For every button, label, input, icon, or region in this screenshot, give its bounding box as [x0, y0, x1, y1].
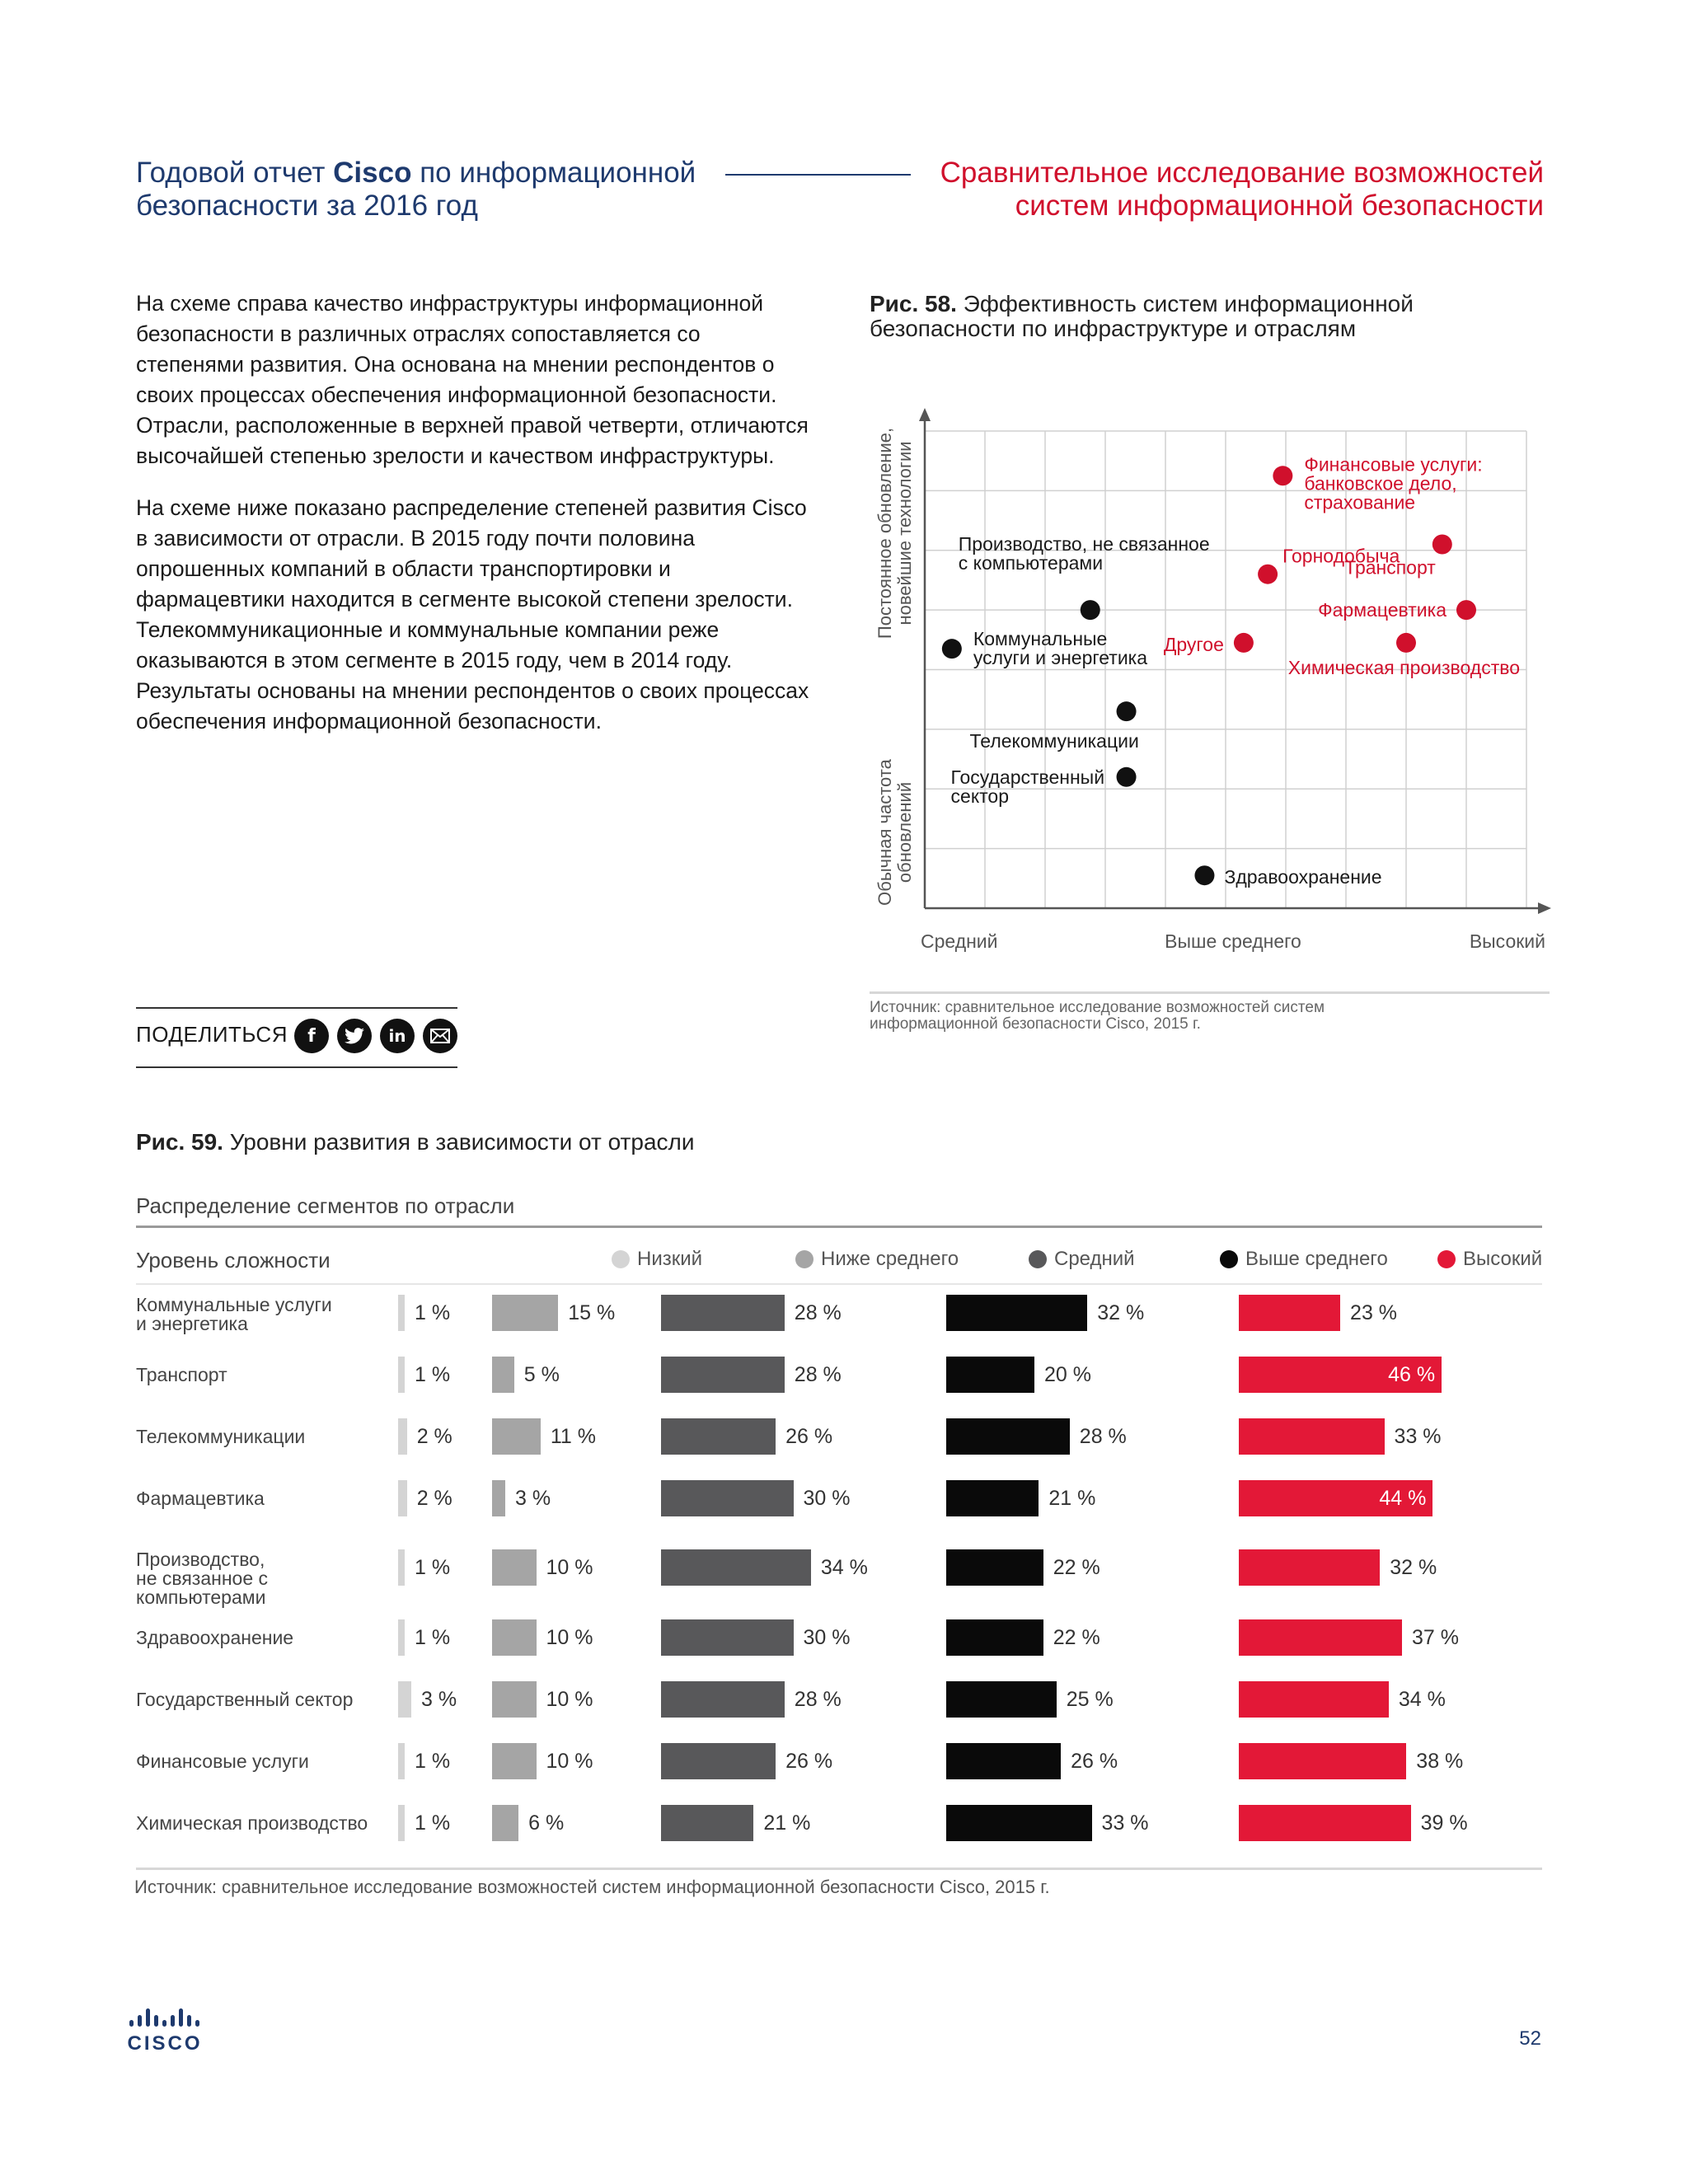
- bar-segment: [946, 1743, 1061, 1779]
- scatter-point-label: [1288, 657, 1520, 678]
- bar-segment: [398, 1549, 405, 1586]
- bar-value-label: 25 %: [1066, 1688, 1114, 1711]
- report-title-brand: Cisco: [333, 157, 412, 189]
- bar-segment: [1239, 1549, 1380, 1586]
- fig59-column-header: Уровень сложности: [136, 1248, 331, 1272]
- scatter-point-label: [1164, 634, 1224, 655]
- legend-label: Выше среднего: [1245, 1248, 1388, 1270]
- bar-value-label: 23 %: [1350, 1301, 1398, 1324]
- bar-segment: [946, 1805, 1092, 1841]
- y-axis-arrow-icon: [919, 408, 931, 421]
- scatter-label-line: Химическая производство: [1287, 656, 1520, 678]
- legend-label: Средний: [1054, 1248, 1135, 1270]
- bar-segment: [492, 1480, 505, 1516]
- x-axis-arrow-icon: [1538, 902, 1551, 914]
- bar-value-label: 10 %: [546, 1750, 593, 1773]
- bar-value-label: 1 %: [415, 1811, 451, 1835]
- bar-value-label: 39 %: [1420, 1811, 1468, 1835]
- bar-segment: [661, 1549, 811, 1586]
- fig58-source: Источник: сравнительное исследование возможностей систем информационной безопасности Cisco, 2015 г.: [870, 999, 1325, 1033]
- bar-value-label: 3 %: [515, 1487, 551, 1510]
- bar-segment: [1239, 1743, 1406, 1779]
- scatter-point-label: [973, 628, 1147, 668]
- bar-segment: [492, 1619, 537, 1656]
- bar-value-label: 21 %: [1048, 1487, 1096, 1510]
- page-number: 52: [1519, 2027, 1541, 2050]
- bar-value-label: 21 %: [763, 1811, 811, 1835]
- bar-segment: [946, 1418, 1070, 1455]
- scatter-label-line: Финансовые услуги:: [1304, 453, 1483, 476]
- row-label: Государственный сектор: [136, 1689, 354, 1710]
- cisco-logo-text: CISCO: [128, 2032, 203, 2055]
- fig59-bottom-divider: [136, 1868, 1542, 1870]
- report-title-part: Годовой отчет: [136, 157, 334, 189]
- bar-value-label: 26 %: [1071, 1750, 1118, 1773]
- scatter-point: [1194, 865, 1214, 885]
- bar-value-label: 1 %: [415, 1556, 451, 1579]
- scatter-point-label: [1224, 866, 1381, 888]
- bar-value-label: 30 %: [803, 1487, 851, 1510]
- legend-swatch-icon: [612, 1250, 630, 1268]
- row-label: Финансовые услуги: [136, 1750, 309, 1772]
- scatter-label-line: с компьютерами: [958, 552, 1104, 574]
- scatter-label-line: Фармацевтика: [1318, 599, 1447, 621]
- linkedin-icon[interactable]: in: [380, 1019, 415, 1053]
- x-tick-label: Высокий: [1469, 930, 1545, 952]
- scatter-point-label: [1304, 453, 1482, 513]
- bar-value-label: 30 %: [803, 1626, 851, 1649]
- bar-value-label: 33 %: [1101, 1811, 1149, 1835]
- cisco-logo: [128, 2005, 210, 2059]
- paragraph-2: На схеме ниже показано распределение степеней развития Cisco в зависимости от отрасли. В 2015 году почти половина опрошенных компаний в области транспортировки и фармацевтики находится в сегменте высокой степени зрелости. Телекоммуникационные и коммунальные компании реже оказываются в этом сегменте в 2015 году, чем в 2014 году. Результаты основаны на мнении респондентов о своих процессах обеспечения информационной безопасности.: [136, 495, 809, 733]
- bar-segment: [492, 1743, 537, 1779]
- row-label: Фармацевтика: [136, 1488, 265, 1509]
- bar-value-label: 38 %: [1416, 1750, 1464, 1773]
- scatter-point: [1081, 600, 1100, 620]
- bar-value-label: 10 %: [546, 1688, 593, 1711]
- bar-segment: [398, 1357, 405, 1393]
- fig59-source: Источник: сравнительное исследование возможностей систем информационной безопасности Cisco, 2015 г.: [134, 1877, 1050, 1897]
- legend-item: [1220, 1248, 1388, 1271]
- scatter-chart: [870, 408, 1554, 960]
- fig59-top-divider: [136, 1226, 1542, 1228]
- report-title-part: по информационной: [411, 157, 696, 189]
- bar-segment: [492, 1805, 518, 1841]
- bar-value-label: 20 %: [1044, 1363, 1091, 1386]
- bar-segment: [492, 1295, 558, 1331]
- scatter-label-line: Транспорт: [1344, 556, 1436, 579]
- bar-segment: [661, 1805, 753, 1841]
- bar-value-label: 28 %: [794, 1688, 842, 1711]
- row-label: Коммунальные услуги и энергетика: [136, 1294, 332, 1334]
- report-title-line2: безопасности за 2016 год: [136, 190, 478, 222]
- scatter-point: [1396, 633, 1416, 653]
- share-divider-top: [136, 1007, 457, 1009]
- bar-segment: [1239, 1681, 1389, 1718]
- bar-value-label: 1 %: [415, 1750, 451, 1773]
- scatter-label-line: Другое: [1163, 633, 1224, 655]
- scatter-point: [1432, 535, 1452, 555]
- bar-segment: [946, 1357, 1034, 1393]
- scatter-point-label: [1318, 599, 1447, 621]
- share-divider-bottom: [136, 1066, 457, 1068]
- bar-segment: [946, 1681, 1057, 1718]
- bar-value-label: 46 %: [1388, 1363, 1436, 1386]
- scatter-label-line: Государственный: [950, 766, 1105, 788]
- bar-value-label: 2 %: [416, 1425, 452, 1448]
- legend-item: [612, 1248, 702, 1271]
- report-title: [136, 157, 729, 223]
- scatter-label-line: страхование: [1304, 491, 1416, 513]
- bar-value-label: 1 %: [415, 1301, 451, 1324]
- scatter-point: [942, 639, 962, 658]
- bar-value-label: 22 %: [1053, 1556, 1100, 1579]
- body-text: [136, 288, 812, 758]
- y-label-line: Постоянное обновление,: [874, 427, 895, 640]
- bar-value-label: 2 %: [416, 1487, 452, 1510]
- scatter-label-line: сектор: [950, 785, 1010, 807]
- section-title: [917, 157, 1544, 223]
- bar-segment: [492, 1418, 541, 1455]
- bar-value-label: 22 %: [1053, 1626, 1100, 1649]
- fig59-header-divider: [136, 1283, 1542, 1285]
- x-tick-label: Средний: [921, 930, 998, 952]
- fig58-title-text: Эффективность систем информационной безопасности по инфраструктуре и отраслям: [870, 291, 1414, 341]
- fig58-title: [870, 292, 1496, 341]
- bar-value-label: 28 %: [794, 1363, 842, 1386]
- bar-segment: [661, 1418, 776, 1455]
- bar-segment: [1239, 1619, 1402, 1656]
- row-label: Химическая производство: [136, 1812, 368, 1834]
- bar-segment: [1239, 1295, 1340, 1331]
- scatter-point: [1117, 767, 1137, 787]
- scatter-point-label: [951, 766, 1105, 807]
- scatter-label-line: банковское дело,: [1304, 472, 1457, 494]
- bar-value-label: 3 %: [421, 1688, 457, 1711]
- row-label: Здравоохранение: [136, 1627, 294, 1648]
- bar-value-label: 1 %: [415, 1626, 451, 1649]
- bar-segment: [492, 1549, 537, 1586]
- scatter-point-label: [970, 730, 1139, 752]
- row-label: Телекоммуникации: [136, 1426, 306, 1447]
- bar-segment: [398, 1681, 411, 1718]
- bar-segment: [398, 1743, 405, 1779]
- scatter-label-line: Телекоммуникации: [969, 730, 1139, 752]
- email-icon[interactable]: [423, 1019, 457, 1053]
- bar-value-label: 28 %: [1079, 1425, 1127, 1448]
- bar-value-label: 32 %: [1390, 1556, 1437, 1579]
- scatter-label-line: Горнодобыча: [1282, 545, 1400, 567]
- bar-segment: [492, 1681, 537, 1718]
- bar-value-label: 34 %: [820, 1556, 868, 1579]
- legend-label: Ниже среднего: [821, 1248, 959, 1270]
- bar-value-label: 44 %: [1379, 1487, 1427, 1510]
- bar-segment: [946, 1480, 1039, 1516]
- bar-value-label: 5 %: [523, 1363, 560, 1386]
- bar-value-label: 26 %: [785, 1750, 833, 1773]
- bar-segment: [661, 1295, 785, 1331]
- bar-segment: [398, 1295, 405, 1331]
- section-title-line2: систем информационной безопасности: [1015, 190, 1544, 222]
- fig58-number: Рис. 58.: [870, 291, 957, 316]
- scatter-point: [1456, 600, 1476, 620]
- y-label-line: Обычная частота: [874, 759, 895, 906]
- paragraph-1: На схеме справа качество инфраструктуры информационной безопасности в различных отраслях сопоставляется со степенями развития. Она основана на мнении респондентов о своих процессах обеспечения информационной безопасности. Отрасли, расположенные в верхней правой четверти, отличаются высочайшей степенью зрелости и качеством инфраструктуры.: [136, 291, 809, 468]
- fig59-subtitle: Распределение сегментов по отрасли: [136, 1193, 515, 1218]
- y-label-line: обновлений: [894, 781, 915, 883]
- bar-segment: [946, 1549, 1043, 1586]
- bar-segment: [398, 1418, 407, 1455]
- scatter-point: [1258, 565, 1278, 584]
- bar-value-label: 11 %: [550, 1425, 596, 1448]
- scatter-point: [1117, 701, 1137, 721]
- bar-segment: [1239, 1418, 1385, 1455]
- bar-segment: [946, 1619, 1043, 1656]
- legend-item: [1437, 1248, 1542, 1271]
- bar-value-label: 6 %: [528, 1811, 565, 1835]
- bar-value-label: 10 %: [546, 1556, 593, 1579]
- scatter-label-line: Производство, не связанное: [958, 533, 1210, 555]
- legend-swatch-icon: [1437, 1250, 1456, 1268]
- section-title-line1: Сравнительное исследование возможностей: [940, 157, 1544, 189]
- scatter-label-line: услуги и энергетика: [973, 647, 1148, 669]
- scatter-point-label: [959, 533, 1210, 574]
- row-label: Транспорт: [136, 1364, 227, 1385]
- bar-segment: [661, 1619, 794, 1656]
- y-label-line: новейшие технологии: [894, 441, 915, 626]
- scatter-label-line: Здравоохранение: [1224, 866, 1382, 888]
- bar-segment: [946, 1295, 1087, 1331]
- scatter-label-line: Коммунальные: [973, 628, 1108, 650]
- scatter-point: [1273, 466, 1292, 485]
- share-icons: [294, 1019, 457, 1053]
- scatter-point-label: [1282, 546, 1400, 567]
- row-label: Производство, не связанное с компьютерами: [136, 1549, 269, 1608]
- bar-segment: [398, 1619, 405, 1656]
- y-label-top: [874, 428, 915, 639]
- legend-item: [1029, 1248, 1135, 1271]
- bar-segment: [398, 1805, 405, 1841]
- fig59-title: [136, 1129, 695, 1155]
- bar-segment: [398, 1480, 407, 1516]
- legend-label: Высокий: [1463, 1248, 1543, 1270]
- fig58-source-divider: [870, 991, 1550, 994]
- bar-segment: [661, 1480, 794, 1516]
- bar-segment: [661, 1743, 776, 1779]
- bar-value-label: 28 %: [794, 1301, 842, 1324]
- bar-value-label: 33 %: [1394, 1425, 1442, 1448]
- fig59-title-text: Уровни развития в зависимости от отрасли: [223, 1129, 695, 1155]
- bar-segment: [661, 1357, 785, 1393]
- fig59-number: Рис. 59.: [136, 1129, 223, 1155]
- bar-value-label: 26 %: [785, 1425, 833, 1448]
- scatter-point: [1234, 633, 1254, 653]
- y-label-bottom: [874, 758, 915, 906]
- legend-item: [795, 1248, 959, 1271]
- x-tick-label: Выше среднего: [1165, 930, 1301, 952]
- twitter-icon[interactable]: [337, 1019, 372, 1053]
- bar-segment: [492, 1357, 514, 1393]
- legend-swatch-icon: [1220, 1250, 1238, 1268]
- bar-value-label: 37 %: [1411, 1626, 1459, 1649]
- bar-segment: [661, 1681, 785, 1718]
- facebook-icon[interactable]: f: [294, 1019, 329, 1053]
- legend-swatch-icon: [1029, 1250, 1047, 1268]
- header-divider: [725, 174, 911, 176]
- bar-value-label: 10 %: [546, 1626, 593, 1649]
- legend-swatch-icon: [795, 1250, 814, 1268]
- bar-value-label: 34 %: [1398, 1688, 1446, 1711]
- share-label: ПОДЕЛИТЬСЯ: [136, 1022, 288, 1047]
- legend-label: Низкий: [637, 1248, 703, 1270]
- bar-value-label: 1 %: [415, 1363, 451, 1386]
- bar-segment: [1239, 1805, 1411, 1841]
- bar-value-label: 32 %: [1097, 1301, 1145, 1324]
- bar-value-label: 15 %: [568, 1301, 616, 1324]
